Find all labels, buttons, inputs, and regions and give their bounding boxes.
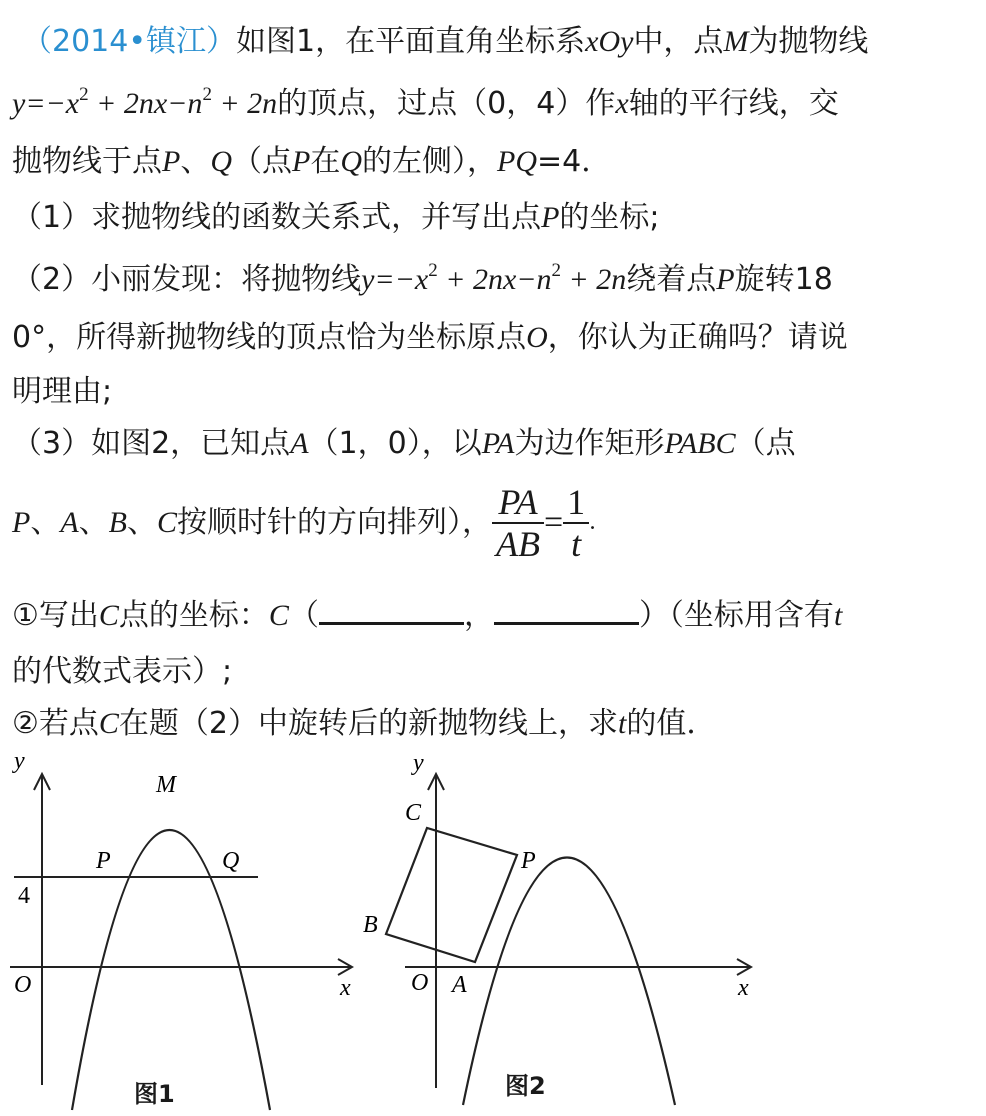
label-y: y: [14, 748, 25, 774]
question-3-line-2: [12, 482, 611, 562]
math: t: [833, 599, 843, 632]
text: 的顶点，过点（0，4）作: [277, 86, 616, 121]
text: =4．: [537, 144, 612, 179]
source-tag: （2014•镇江）: [22, 24, 237, 59]
question-2-line-2: [12, 318, 848, 358]
figure-1-caption: 图1: [134, 1080, 175, 1108]
text: （3）如图2，已知点: [12, 426, 291, 461]
text: 0°，所得新抛物线的顶点恰为坐标原点: [12, 320, 527, 355]
math: Q: [340, 145, 362, 178]
math: xOy: [585, 25, 634, 58]
math: C: [156, 506, 177, 539]
label-origin: O: [14, 972, 32, 998]
text: 轴的平行线，交: [628, 86, 839, 121]
math: x: [615, 87, 629, 120]
text: 如图1，在平面直角坐标系: [236, 24, 586, 59]
label-4: 4: [18, 883, 30, 909]
math: P: [716, 263, 735, 296]
question-2-line-1: [12, 260, 833, 300]
math-sup: 2: [202, 84, 212, 105]
math: A: [290, 427, 309, 460]
problem-line-3: [12, 142, 611, 182]
problem-line-1: [22, 22, 868, 62]
label-x: x: [738, 975, 749, 1001]
text: （1）求抛物线的函数关系式，并写出点: [12, 200, 542, 235]
text: 在题（2）中旋转后的新抛物线上，求: [118, 706, 619, 741]
math: M: [723, 25, 749, 58]
frac-denominator: t: [571, 524, 582, 564]
sub-question-1-line-2: [12, 652, 232, 692]
fraction-pa-ab: [492, 482, 544, 564]
text: ①写出: [12, 598, 99, 633]
math: PA: [481, 427, 515, 460]
frac-numerator: 1: [563, 482, 589, 524]
text: （1，0），以: [308, 426, 482, 461]
figure-2-graph: [355, 740, 765, 1112]
text: 点的坐标：: [118, 598, 269, 633]
math: y=−x: [361, 263, 429, 296]
text: 的代数式表示）;: [12, 654, 233, 689]
math-sup: 2: [551, 260, 562, 281]
math: Q: [210, 145, 232, 178]
math: B: [108, 506, 127, 539]
text: 为抛物线: [748, 24, 869, 59]
math-sup: 2: [79, 84, 89, 105]
text: ）（坐标用含有: [638, 598, 834, 633]
label-c: C: [405, 800, 422, 826]
math: A: [60, 506, 79, 539]
frac-numerator: PA: [492, 482, 544, 524]
question-2-line-3: [12, 372, 112, 412]
math: + 2n: [561, 263, 627, 296]
label-p: P: [521, 848, 536, 874]
text: 、: [78, 505, 109, 540]
sub-question-2: [12, 704, 716, 744]
figure-1-graph: [0, 740, 370, 1112]
label-q: Q: [222, 848, 240, 874]
math: + 2nx−n: [88, 87, 203, 120]
rectangle-pabc: [386, 828, 517, 962]
math: O: [526, 321, 548, 354]
math: C: [98, 707, 119, 740]
answer-blank-x[interactable]: [319, 604, 464, 625]
math: PQ: [497, 145, 537, 178]
label-b: B: [363, 912, 378, 938]
label-m: M: [156, 772, 176, 798]
math: C: [98, 599, 119, 632]
text: （2）小丽发现：将抛物线: [12, 262, 362, 297]
text: 抛物线于点: [12, 144, 162, 179]
label-origin: O: [411, 970, 429, 996]
text: 旋转18: [734, 262, 833, 297]
text: 明理由;: [12, 374, 113, 409]
text: ．: [589, 510, 612, 535]
math: + 2n: [211, 87, 278, 120]
frac-denominator: AB: [496, 524, 540, 564]
label-p: P: [96, 848, 111, 874]
parabola: [463, 858, 675, 1106]
text: 在: [310, 144, 341, 179]
answer-blank-y[interactable]: [494, 604, 639, 625]
label-y: y: [413, 750, 424, 776]
text: 、: [30, 505, 61, 540]
text: 为边作矩形: [514, 426, 665, 461]
figure-2-caption: 图2: [505, 1072, 546, 1100]
math: P: [162, 145, 181, 178]
text: 的坐标;: [559, 200, 660, 235]
fraction-1-t: [563, 482, 589, 564]
equals: =: [543, 504, 564, 541]
math: t: [618, 707, 627, 740]
question-1: [12, 198, 660, 238]
problem-line-2: [12, 84, 839, 124]
math-sup: 2: [428, 260, 438, 281]
sub-question-1: [12, 596, 842, 636]
text: ，: [463, 598, 494, 633]
text: 绕着点: [626, 262, 717, 297]
text: ，你认为正确吗？请说: [547, 320, 848, 355]
text: 中，点: [633, 24, 724, 59]
math: PABC: [664, 427, 736, 460]
text: 、: [180, 144, 211, 179]
text: （点: [735, 426, 796, 461]
text: 的左侧），: [362, 144, 497, 179]
math: P: [541, 201, 560, 234]
math: P: [12, 506, 31, 539]
label-a: A: [452, 972, 467, 998]
math: y=−x: [12, 87, 80, 120]
math: P: [292, 145, 311, 178]
text: （点: [232, 144, 292, 179]
text: 、: [126, 505, 157, 540]
figure-2: [355, 740, 765, 1112]
text: 的值．: [626, 706, 717, 741]
figure-1: [0, 740, 370, 1112]
text: ②若点: [12, 706, 99, 741]
text: （: [288, 598, 319, 633]
label-x: x: [340, 975, 351, 1001]
question-3-line-1: [12, 424, 796, 464]
math: C: [268, 599, 289, 632]
text: 按顺时针的方向排列），: [177, 505, 492, 540]
math: + 2nx−n: [437, 263, 552, 296]
